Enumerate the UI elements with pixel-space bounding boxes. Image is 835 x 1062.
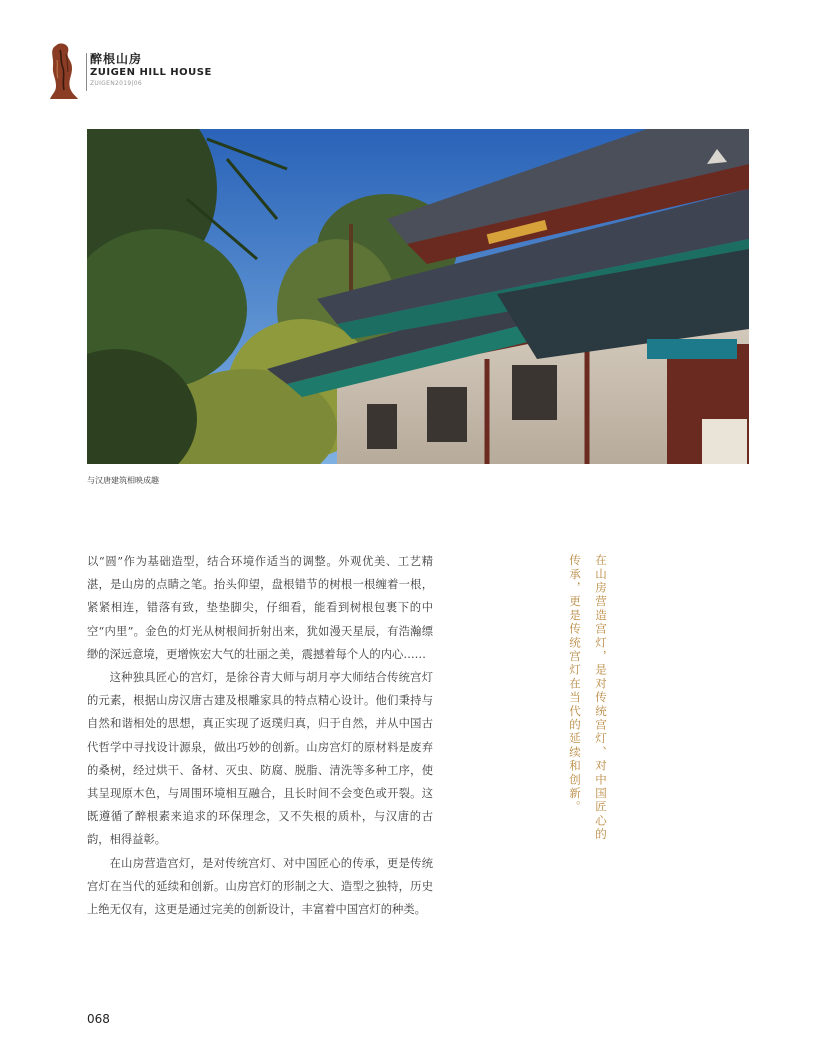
article-body: [87, 550, 433, 921]
paragraph-2: 这种独具匠心的宫灯，是徐谷青大师与胡月亭大师结合传统宫灯的元素，根据山房汉唐古建及根雕家具的特点精心设计。他们秉持与自然和谐相处的思想，真正实现了返璞归真，归于自然，并从中国古代哲学中寻找设计源泉，做出巧妙的创新。山房宫灯的原材料是废弃的桑树，经过烘干、备材、灭虫、防腐、脱脂、清洗等多种工序，使其呈现原木色，与周围环境相互融合，且长时间不会变色或开裂。这既遵循了醉根素来追求的环保理念，又不失根的质朴，与汉唐的古韵，相得益彰。: [87, 671, 433, 847]
architecture-photo: [87, 129, 749, 464]
root-sculpture-logo: [46, 42, 80, 100]
brand-english-name: ZUIGEN HILL HOUSE: [90, 67, 212, 78]
issue-label: ZUIGEN2019|06: [90, 80, 143, 87]
photo-caption: 与汉唐建筑相映成趣: [87, 476, 159, 485]
pull-quote-column-1: 在山房营造宫灯，是对传统宫灯、对中国匠心的: [594, 554, 608, 842]
brand-chinese-name: 醉根山房: [90, 52, 143, 66]
paragraph-3: 在山房营造宫灯，是对传统宫灯、对中国匠心的传承，更是传统宫灯在当代的延续和创新。山房宫灯的形制之大、造型之独特，历史上绝无仅有，这更是通过完美的创新设计，丰富着中国宫灯的种类。: [87, 856, 433, 917]
brand-divider: [86, 53, 87, 91]
paragraph-1: 以“圆”作为基础造型，结合环境作适当的调整。外观优美、工艺精湛，是山房的点睛之笔。抬头仰望，盘根错节的树根一根缠着一根，紧紧相连，错落有致，垫垫脚尖，仔细看，能看到树根包裹下的中空“内里”。金色的灯光从树根间折射出来，犹如漫天星辰，有浩瀚缥缈的深远意境，更增恢宏大气的壮丽之美，震撼着每个人的内心……: [87, 555, 433, 661]
brand-block: [90, 52, 212, 88]
page-number: 068: [87, 1012, 110, 1026]
pull-quote-column-2: 传承，更是传统宫灯在当代的延续和创新。: [568, 554, 582, 815]
